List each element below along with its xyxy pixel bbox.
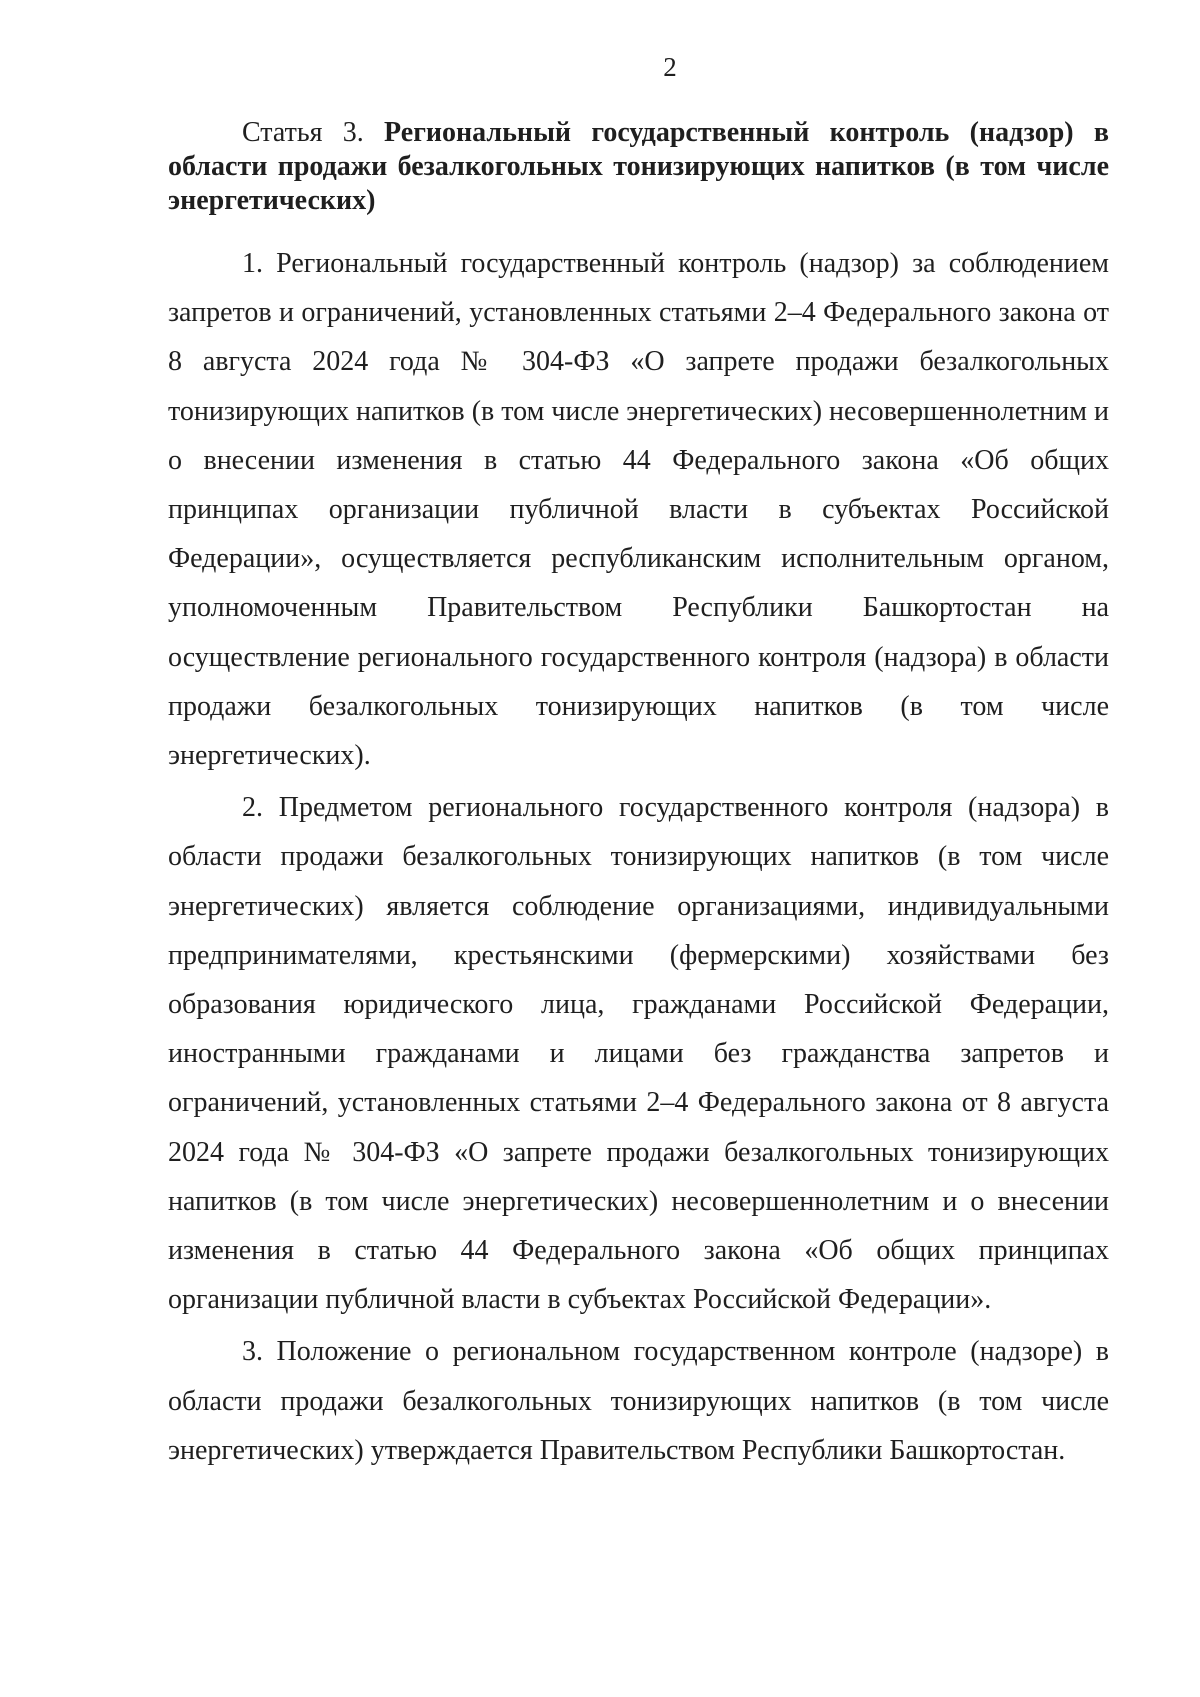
article-heading bbox=[168, 116, 1109, 218]
paragraph-2: 2. Предметом регионального государственного контроля (надзора) в области продажи безалкогольных тонизирующих напитков (в том числе энергетических) является соблюдение организациями, индивидуальными предпринимателями, крестьянскими (фермерскими) хозяйствами без образования юридического лица, гражданами Российской Федерации, иностранными гражданами и лицами без гражданства запретов и ограничений, установленных статьями 2–4 Федерального закона от 8 августа 2024 года № 304-ФЗ «О запрете продажи безалкогольных тонизирующих напитков (в том числе энергетических) несовершеннолетним и о внесении изменения в статью 44 Федерального закона «Об общих принципах организации публичной власти в субъектах Российской Федерации». bbox=[168, 792, 1109, 1316]
document-body bbox=[168, 116, 1109, 1475]
paragraph-3: 3. Положение о региональном государственном контроле (надзоре) в области продажи безалкогольных тонизирующих напитков (в том числе энергетических) утверждается Правительством Республики Башкортостан. bbox=[168, 1336, 1109, 1466]
article-label: Статья 3. bbox=[242, 117, 364, 148]
page-number: 2 bbox=[663, 52, 677, 82]
article-title: Региональный государственный контроль (надзор) в области продажи безалкогольных тонизирующих напитков (в том числе энергетических) bbox=[168, 117, 1109, 216]
paragraph-1: 1. Региональный государственный контроль (надзор) за соблюдением запретов и ограничений, установленных статьями 2–4 Федерального закона от 8 августа 2024 года № 304-ФЗ «О запрете продажи безалкогольных тонизирующих напитков (в том числе энергетических) несовершеннолетним и о внесении изменения в статью 44 Федерального закона «Об общих принципах организации публичной власти в субъектах Российской Федерации», осуществляется республиканским исполнительным органом, уполномоченным Правительством Республики Башкортостан на осуществление регионального государственного контроля (надзора) в области продажи безалкогольных тонизирующих напитков (в том числе энергетических). bbox=[168, 248, 1109, 772]
